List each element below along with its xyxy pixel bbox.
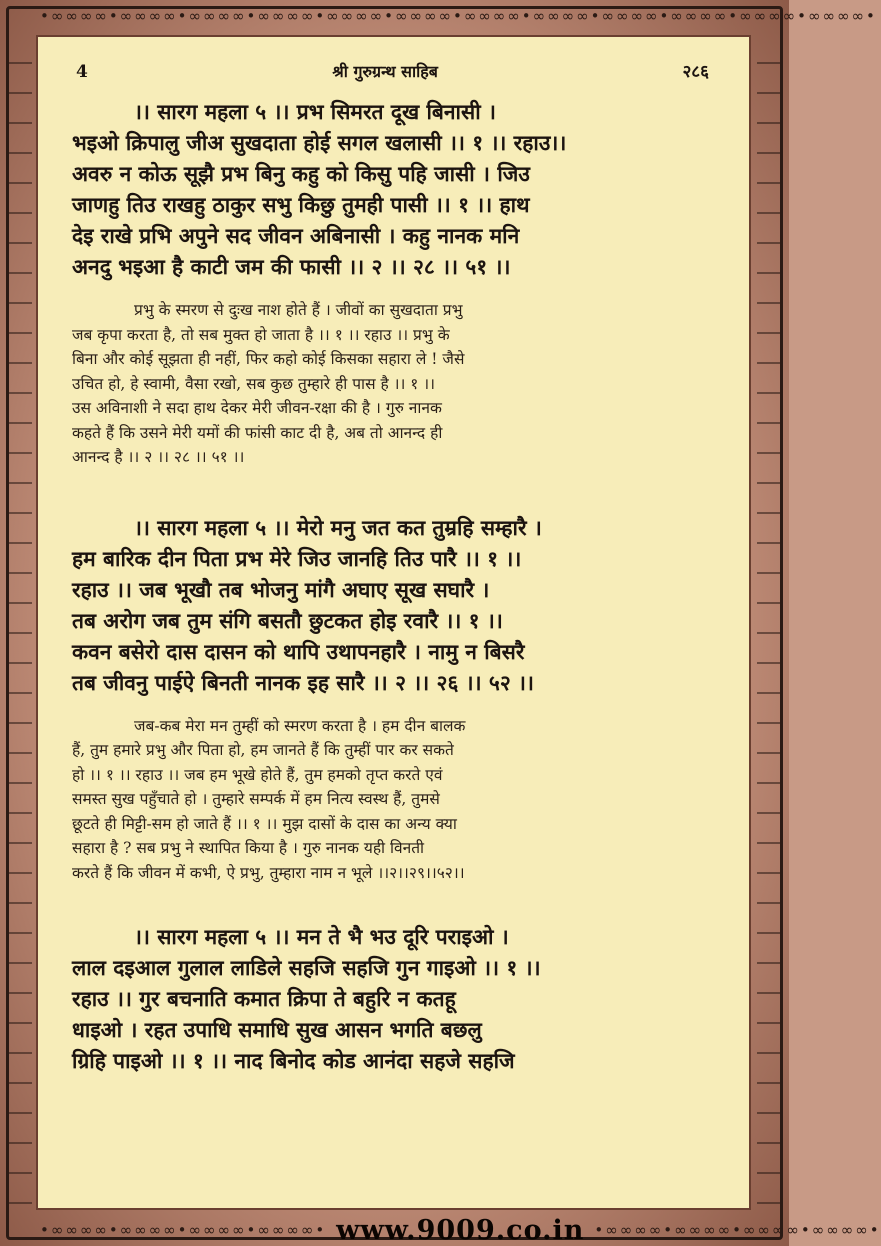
website-link[interactable]: www.9009.co.in (336, 1214, 585, 1246)
page-number: 4 (76, 62, 88, 82)
verse-block-3 (72, 921, 719, 1076)
verse-line: रहाउ ।। जब भूखौ तब भोजनु मांगै अघाए सूख सघारै । (72, 576, 490, 602)
translation-line: करते हैं कि जीवन में कभी, ऐ प्रभु, तुम्हारा नाम न भूले ।।२।।२९।।५२।। (72, 863, 465, 882)
verse-line: ग्रिहि पाइओ ।। १ ।। नाद बिनोद कोड आनंदा सहजे सहजि (72, 1048, 515, 1073)
verse-line: तब अरोग जब तुम संगि बसतौ छुटकत होइ रवारै ।। १ ।। (72, 607, 503, 633)
translation-line: उचित हो, हे स्वामी, वैसा रखो, सब कुछ तुम्हारे ही पास है ।। १ ।। (72, 374, 436, 393)
translation-block-1 (72, 298, 719, 470)
verse-line: अनदु भइआ है काटी जम की फासी ।। २ ।। २८ ।। ५१ ।। (72, 254, 511, 279)
verse-block-2 (72, 512, 719, 698)
translation-block-2 (72, 714, 719, 886)
right-border-ornament (757, 40, 781, 1206)
translation-line: हो ।। १ ।। रहाउ ।। जब हम भूखे होते हैं, तुम हमको तृप्त करते एवं (72, 765, 443, 784)
left-border-ornament (8, 40, 32, 1206)
verse-line: ।। सारग महला ५ ।। प्रभ सिमरत दूख बिनासी । (134, 99, 496, 124)
translation-line: हैं, तुम हमारे प्रभु और पिता हो, हम जानते हैं कि तुम्हीं पार कर सकते (72, 741, 454, 759)
verse-line: हम बारिक दीन पिता प्रभ मेरे जिउ जानहि तिउ पारै ।। १ ।। (72, 545, 522, 571)
folio-number: २८६ (682, 62, 709, 82)
translation-line: आनन्द है ।। २ ।। २८ ।। ५१ ।। (72, 448, 245, 466)
translation-line: छूटते ही मिट्टी-सम हो जाते हैं ।। १ ।। मुझ दासों के दास का अन्य क्या (72, 814, 457, 833)
verse-line: धाइओ । रहत उपाधि समाधि सुख आसन भगति बछलु (72, 1017, 482, 1042)
verse-line: ।। सारग महला ५ ।। मेरो मनु जत कत तुम्रहि सम्हारै । (134, 514, 542, 540)
page-title: श्री गुरुग्रन्थ साहिब (332, 62, 438, 81)
verse-line: तब जीवनु पाईऐ बिनती नानक इह सारै ।। २ ।। २६ ।। ५२ ।। (72, 669, 534, 695)
translation-line: सहारा है ? सब प्रभु ने स्थापित किया है । गुरु नानक यही विनती (72, 839, 425, 857)
verse-line: रहाउ ।। गुर बचनाति कमात क्रिपा ते बहुरि न कतहू (72, 986, 456, 1011)
bottom-border-ornament: •∞∞∞∞•∞∞∞∞•∞∞∞∞•∞∞∞∞• www.9009.co.in •∞∞∞∞•∞∞∞∞•∞∞∞∞•∞∞∞∞• (40, 1214, 881, 1246)
verse-line: अवरु न कोऊ सूझै प्रभ बिनु कहु को किसु पहि जासी । जिउ (72, 161, 530, 186)
verse-block-1 (72, 96, 719, 282)
translation-line: बिना और कोई सूझता ही नहीं, फिर कहो कोई किसका सहारा ले ! जैसे (72, 350, 465, 368)
verse-line: देइ राखे प्रभि अपुने सद जीवन अबिनासी । कहु नानक मनि (72, 223, 520, 248)
translation-line: जब-कब मेरा मन तुम्हीं को स्मरण करता है । हम दीन बालक (134, 716, 466, 735)
page-header (72, 59, 719, 82)
verse-line: जाणहु तिउ राखहु ठाकुर सभु किछु तुमही पासी ।। १ ।। हाथ (72, 192, 530, 217)
scripture-page (36, 35, 751, 1210)
translation-line: समस्त सुख पहुँचाते हो । तुम्हारे सम्पर्क में हम नित्य स्वस्थ हैं, तुमसे (72, 790, 440, 808)
verse-line: भइओ क्रिपालु जीअ सुखदाता होई सगल खलासी ।। १ ।। रहाउ।। (72, 130, 567, 155)
translation-line: उस अविनाशी ने सदा हाथ देकर मेरी जीवन-रक्षा की है । गुरु नानक (72, 399, 442, 417)
verse-line: ।। सारग महला ५ ।। मन ते भै भउ दूरि पराइओ । (134, 924, 509, 949)
verse-line: लाल दइआल गुलाल लाडिले सहजि सहजि गुन गाइओ ।। १ ।। (72, 955, 541, 980)
translation-line: जब कृपा करता है, तो सब मुक्त हो जाता है ।। १ ।। रहाउ ।। प्रभु के (72, 325, 450, 344)
verse-line: कवन बसेरो दास दासन को थापि उथापनहारै । नामु न बिसरै (72, 638, 525, 664)
top-border-ornament: •∞∞∞∞•∞∞∞∞•∞∞∞∞•∞∞∞∞•∞∞∞∞•∞∞∞∞•∞∞∞∞•∞∞∞∞•∞∞∞∞•∞∞∞∞•∞∞∞∞•∞∞∞∞• (40, 7, 877, 25)
translation-line: कहते हैं कि उसने मेरी यमों की फांसी काट दी है, अब तो आनन्द ही (72, 423, 443, 442)
translation-line: प्रभु के स्मरण से दुःख नाश होते हैं । जीवों का सुखदाता प्रभु (134, 301, 463, 319)
